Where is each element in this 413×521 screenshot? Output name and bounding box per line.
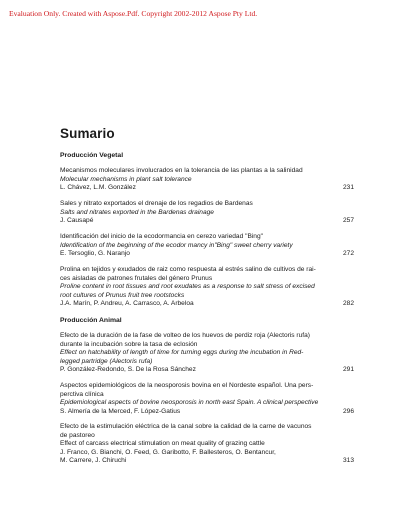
toc-entry xyxy=(60,382,354,416)
section-heading-produccion-vegetal: Producción Vegetal xyxy=(60,152,124,159)
entry-title-spanish: Identificación del inicio de la ecodormancia en cerezo variedad "Bing" xyxy=(60,233,263,240)
entry-page-number: 296 xyxy=(342,407,354,415)
toc-entry xyxy=(60,167,354,193)
entry-page-number: 231 xyxy=(342,184,354,192)
toc-entry xyxy=(60,423,354,466)
entry-authors: J. Causapé xyxy=(60,217,94,225)
entry-title-spanish: ces aisladas de patrones frutales del género Prunus xyxy=(60,274,213,282)
toc-entry xyxy=(60,332,354,375)
entry-title-english: Identification of the beginning of the ecodor mancy in"Bing" sweet cherry variety xyxy=(60,241,293,249)
entry-authors: S. Almería de la Merced, F. López-Gatius xyxy=(60,407,181,415)
entry-title-spanish: Efecto de la estimulación eléctrica de la canal sobre la calidad de la carne de vacunos xyxy=(60,423,312,430)
section-heading-produccion-animal: Producción Animal xyxy=(60,317,122,324)
entry-title-english: root cultures of Prunus fruit tree rootstocks xyxy=(60,291,185,299)
toc-entry xyxy=(60,200,354,226)
entry-title-spanish: Mecanismos moleculares involucrados en la tolerancia de las plantas a la salinidad xyxy=(60,167,303,174)
entry-title-english: Effect of carcass electrical stimulation on meat quality of grazing cattle xyxy=(60,440,265,448)
entry-authors: J. Franco, G. Bianchi, O. Feed, G. Garibotto, F. Ballesteros, O. Bentancur, xyxy=(60,448,276,456)
entry-page-number: 257 xyxy=(342,217,354,225)
watermark: Evaluation Only. Created with Aspose.Pdf. Copyright 2002-2012 Aspose Pty Ltd. xyxy=(9,9,258,18)
entry-title-spanish: Prolina en tejidos y exudados de raiz como respuesta al estrés salino de cultivos de rai- xyxy=(60,266,316,273)
entry-page-number: 272 xyxy=(342,250,354,258)
entry-title-english: Epidemiological aspects of bovine neosporosis in north east Spain. A clinical perspective xyxy=(60,399,319,407)
entry-authors: P. González-Redondo, S. De la Rosa Sánchez xyxy=(60,366,196,374)
toc-entry xyxy=(60,266,354,309)
entry-authors: E. Tersoglio, G. Naranjo xyxy=(60,250,130,258)
entry-title-spanish: Sales y nitrato exportados el drenaje de los regadios de Bardenas xyxy=(60,200,253,207)
entry-title-spanish: Aspectos epidemiológicos de la neosporosis bovina en el Nordeste español. Una pers- xyxy=(60,382,314,389)
entry-title-english: Salts and nitrates exported in the Bardenas drainage xyxy=(60,208,214,216)
toc-entry xyxy=(60,233,354,259)
entry-authors: L. Chávez, L.M. González xyxy=(60,184,136,192)
entry-title-english: Molecular mechanisms in plant salt tolerance xyxy=(60,175,192,183)
entry-title-spanish: de pastoreo xyxy=(60,431,95,439)
entry-title-spanish: Efecto de la duración de la fase de volteo de los huevos de perdiz roja (Alectoris rufa) xyxy=(60,332,310,339)
entry-authors: M. Carrere, J. Chiruchi xyxy=(60,457,127,465)
entry-title-spanish: perctiva clínica xyxy=(60,390,104,398)
entry-page-number: 291 xyxy=(342,366,354,374)
entry-title-english: Effect on hatchability of length of time for turning eggs during the incubation in Red- xyxy=(60,349,304,357)
entry-title-spanish: durante la incubación sobre la tasa de eclosión xyxy=(60,340,198,348)
entry-title-english: legged partridge (Alectoris rufa) xyxy=(60,357,153,365)
entry-title-english: Proline content in root tissues and root exudates as a response to salt stress of excised xyxy=(60,283,315,291)
page-title: Sumario xyxy=(60,126,115,141)
entry-authors: J.A. Marín, P. Andreu, A. Carrasco, A. Arbeloa xyxy=(60,300,194,308)
entry-page-number: 313 xyxy=(342,457,354,465)
entry-page-number: 282 xyxy=(342,300,354,308)
